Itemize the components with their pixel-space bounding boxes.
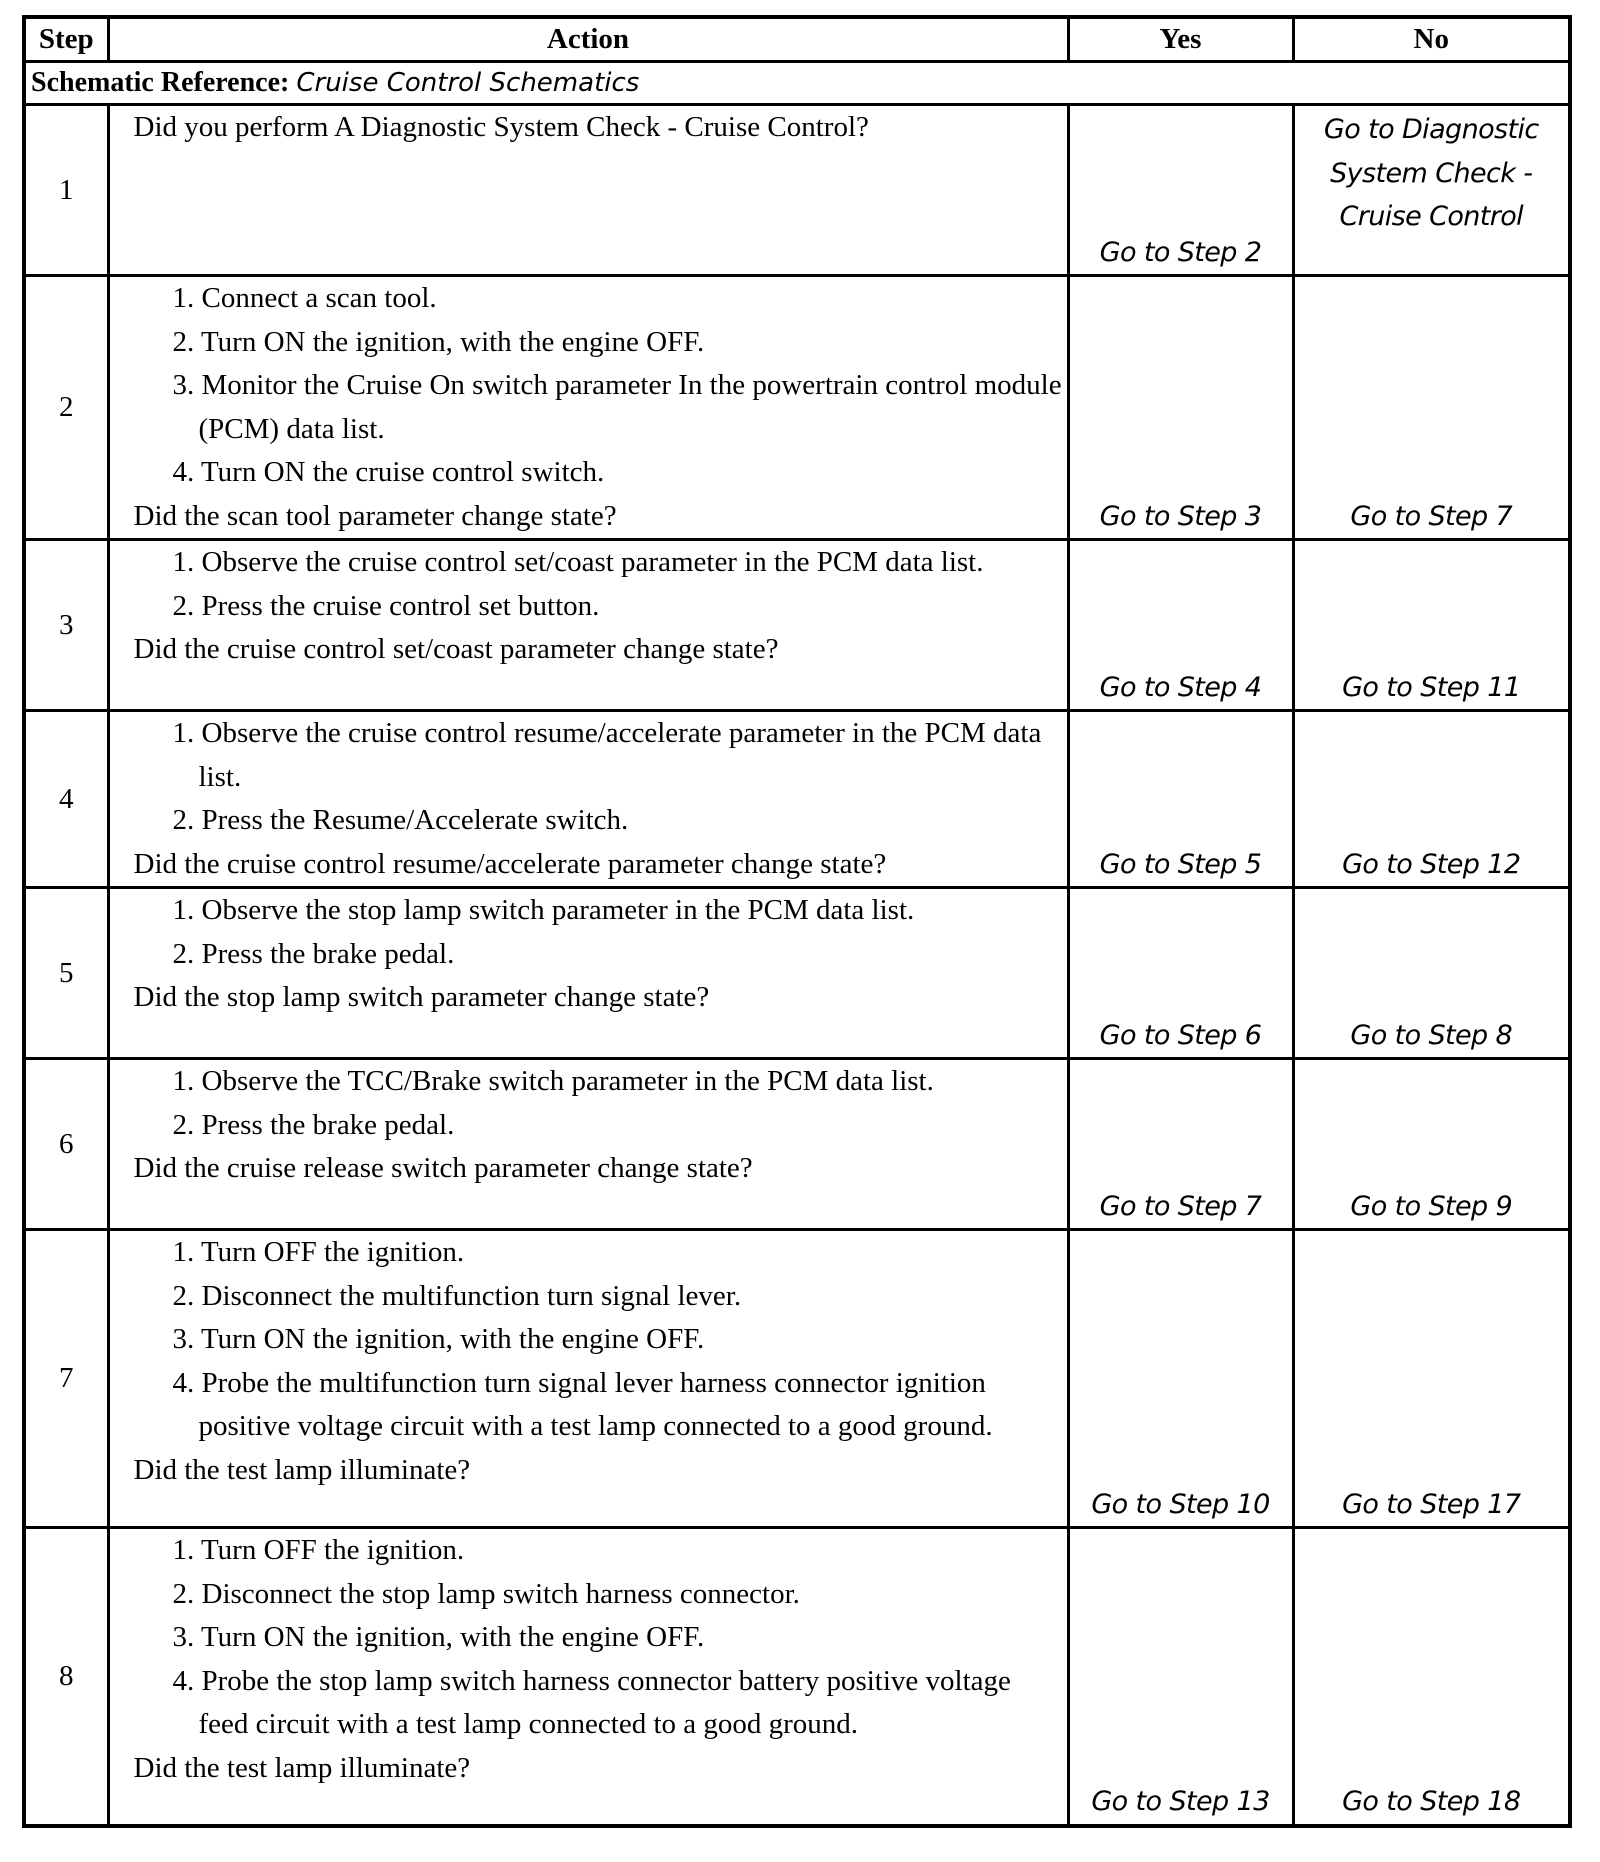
no-link[interactable]: Go to Step 7 [1293,276,1570,540]
step-question: Did the cruise control set/coast parameter change state? [133,633,779,665]
step-action [108,540,1068,711]
step-action [108,1528,1068,1826]
header-no: No [1293,17,1570,62]
step-action [108,105,1068,276]
yes-link[interactable]: Go to Step 2 [1068,105,1293,276]
step-number: 5 [24,888,108,1059]
no-link[interactable]: Go to Step 12 [1293,711,1570,888]
step-action [108,711,1068,888]
step-row [24,1059,1570,1230]
yes-link[interactable]: Go to Step 4 [1068,540,1293,711]
step-row [24,1528,1570,1826]
action-item: 2. Press the cruise control set button. [172,589,600,622]
schematic-reference [24,62,1570,105]
step-number: 6 [24,1059,108,1230]
action-item: 4. Probe the stop lamp switch harness connector battery positive voltage feed circuit with a test lamp connected to a good ground. [172,1664,1011,1740]
step-question: Did you perform A Diagnostic System Check - Cruise Control? [133,111,869,143]
no-link[interactable]: Go to Step 17 [1293,1230,1570,1528]
diagnostic-table [22,15,1572,1828]
action-item: 1. Observe the cruise control resume/accelerate parameter in the PCM data list. [172,717,1042,793]
step-question: Did the stop lamp switch parameter change state? [133,981,710,1013]
action-item: 1. Observe the stop lamp switch parameter in the PCM data list. [172,894,915,926]
no-link[interactable]: Go to Step 9 [1293,1059,1570,1230]
step-row [24,105,1570,276]
step-question: Did the test lamp illuminate? [133,1453,471,1486]
yes-link[interactable]: Go to Step 3 [1068,276,1293,540]
step-row [24,711,1570,888]
yes-link[interactable]: Go to Step 10 [1068,1230,1293,1528]
action-item: 3. Turn ON the ignition, with the engine OFF. [172,1323,705,1355]
step-number: 3 [24,540,108,711]
no-link-text [1295,106,1569,239]
step-row [24,1230,1570,1528]
schematic-reference-row [24,62,1570,105]
header-action: Action [108,17,1068,62]
header-yes: Yes [1068,17,1293,62]
schematic-reference-link[interactable]: Cruise Control Schematics [296,68,640,98]
yes-link[interactable]: Go to Step 7 [1068,1059,1293,1230]
action-item: 1. Turn OFF the ignition. [172,1534,465,1566]
step-number: 7 [24,1230,108,1528]
step-action [108,888,1068,1059]
step-question: Did the cruise control resume/accelerate parameter change state? [133,847,887,880]
no-link[interactable]: Go to Step 18 [1293,1528,1570,1826]
action-item: 2. Disconnect the multifunction turn signal lever. [172,1279,742,1312]
action-item: 3. Monitor the Cruise On switch parameter In the powertrain control module (PCM) data list. [172,369,1062,445]
header-row [24,17,1570,62]
step-row [24,888,1570,1059]
yes-link[interactable]: Go to Step 5 [1068,711,1293,888]
action-item: 2. Press the brake pedal. [172,937,455,970]
no-link-line: System Check - [1330,157,1533,189]
header-step: Step [24,17,108,62]
no-link-line: Go to Diagnostic [1323,114,1539,145]
no-link-line: Cruise Control [1339,201,1524,232]
yes-link[interactable]: Go to Step 6 [1068,888,1293,1059]
step-action [108,1230,1068,1528]
action-item: 2. Press the brake pedal. [172,1108,455,1141]
schematic-reference-label: Schematic Reference: [31,67,290,98]
no-link[interactable]: Go to Step 11 [1293,540,1570,711]
action-item: 1. Observe the cruise control set/coast parameter in the PCM data list. [172,546,984,578]
no-link[interactable] [1293,105,1570,276]
action-item: 2. Disconnect the stop lamp switch harness connector. [172,1577,800,1610]
step-row [24,540,1570,711]
step-number: 1 [24,105,108,276]
step-number: 2 [24,276,108,540]
step-number: 4 [24,711,108,888]
step-row [24,276,1570,540]
step-question: Did the scan tool parameter change state? [133,499,617,532]
step-question: Did the test lamp illuminate? [133,1751,471,1784]
action-item: 1. Observe the TCC/Brake switch parameter in the PCM data list. [172,1065,934,1097]
step-number: 8 [24,1528,108,1826]
no-link[interactable]: Go to Step 8 [1293,888,1570,1059]
step-action [108,1059,1068,1230]
action-item: 4. Turn ON the cruise control switch. [172,456,605,488]
diagnostic-table-container [22,15,1568,1828]
step-question: Did the cruise release switch parameter change state? [133,1152,753,1184]
step-action [108,276,1068,540]
yes-link[interactable]: Go to Step 13 [1068,1528,1293,1826]
action-item: 3. Turn ON the ignition, with the engine OFF. [172,1621,705,1653]
action-item: 2. Turn ON the ignition, with the engine OFF. [172,325,705,358]
action-item: 4. Probe the multifunction turn signal lever harness connector ignition positive voltage circuit with a test lamp connected to a good ground. [172,1366,993,1442]
action-item: 1. Connect a scan tool. [172,282,437,314]
action-item: 2. Press the Resume/Accelerate switch. [172,804,629,836]
action-item: 1. Turn OFF the ignition. [172,1236,465,1268]
